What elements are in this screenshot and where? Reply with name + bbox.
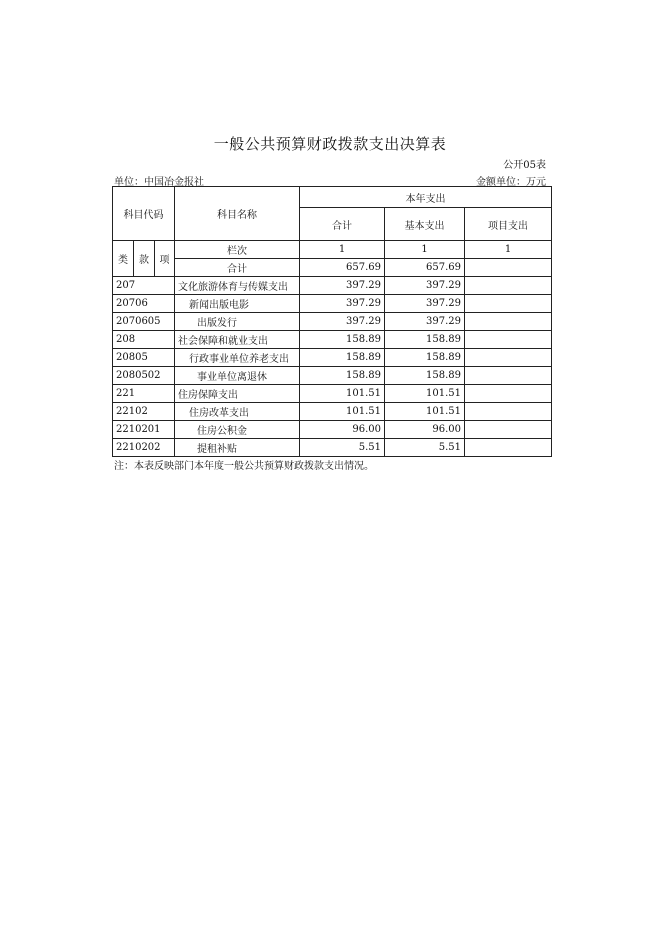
amount-basic: 101.51 — [385, 385, 465, 403]
amount-total: 158.89 — [300, 367, 385, 385]
sum-total: 657.69 — [300, 259, 385, 277]
amount-total: 397.29 — [300, 277, 385, 295]
subject-name: 事业单位离退休 — [175, 367, 300, 385]
lanci-basic: 1 — [385, 241, 465, 259]
subject-name: 新闻出版电影 — [175, 295, 300, 313]
subject-name: 住房公积金 — [175, 421, 300, 439]
amount-project — [465, 295, 552, 313]
amount-total: 397.29 — [300, 313, 385, 331]
subject-name: 出版发行 — [175, 313, 300, 331]
table-row — [113, 331, 552, 349]
amount-basic: 397.29 — [385, 295, 465, 313]
subject-code: 2210201 — [113, 421, 175, 439]
header-project: 项目支出 — [465, 208, 552, 241]
expenditure-table — [112, 186, 552, 457]
lanci-total: 1 — [300, 241, 385, 259]
header-lei: 类 — [113, 241, 134, 277]
table-row — [113, 439, 552, 457]
subject-code: 20706 — [113, 295, 175, 313]
sum-basic: 657.69 — [385, 259, 465, 277]
amount-basic: 158.89 — [385, 367, 465, 385]
sum-label: 合计 — [175, 259, 300, 277]
amount-project — [465, 421, 552, 439]
amount-total: 101.51 — [300, 403, 385, 421]
form-code: 公开05表 — [503, 160, 546, 171]
subject-name: 住房改革支出 — [175, 403, 300, 421]
table-row — [113, 385, 552, 403]
table-row — [113, 349, 552, 367]
amount-total: 158.89 — [300, 349, 385, 367]
amount-total: 101.51 — [300, 385, 385, 403]
lanci-project: 1 — [465, 241, 552, 259]
header-xiang: 项 — [155, 241, 175, 277]
subject-code: 22102 — [113, 403, 175, 421]
amount-total: 5.51 — [300, 439, 385, 457]
subject-code: 2080502 — [113, 367, 175, 385]
amount-unit: 金额单位：万元 — [476, 177, 546, 188]
table-row — [113, 295, 552, 313]
amount-project — [465, 367, 552, 385]
sum-project — [465, 259, 552, 277]
amount-basic: 101.51 — [385, 403, 465, 421]
amount-project — [465, 277, 552, 295]
amount-project — [465, 439, 552, 457]
table-row — [113, 277, 552, 295]
table-row — [113, 421, 552, 439]
amount-basic: 5.51 — [385, 439, 465, 457]
header-current-year: 本年支出 — [300, 187, 552, 208]
subject-code: 2070605 — [113, 313, 175, 331]
subject-code: 208 — [113, 331, 175, 349]
amount-basic: 397.29 — [385, 313, 465, 331]
amount-total: 158.89 — [300, 331, 385, 349]
table-row — [113, 313, 552, 331]
amount-basic: 158.89 — [385, 349, 465, 367]
amount-basic: 158.89 — [385, 331, 465, 349]
amount-project — [465, 313, 552, 331]
lanci-label: 栏次 — [175, 241, 300, 259]
subject-name: 提租补贴 — [175, 439, 300, 457]
subject-code: 221 — [113, 385, 175, 403]
amount-basic: 96.00 — [385, 421, 465, 439]
subject-name: 住房保障支出 — [175, 385, 300, 403]
header-subject-name: 科目名称 — [175, 187, 300, 241]
header-subject-code: 科目代码 — [113, 187, 175, 241]
reporting-unit: 单位：中国冶金报社 — [114, 177, 204, 188]
amount-project — [465, 403, 552, 421]
header-basic: 基本支出 — [385, 208, 465, 241]
amount-project — [465, 349, 552, 367]
subject-code: 20805 — [113, 349, 175, 367]
header-total: 合计 — [300, 208, 385, 241]
header-kuan: 款 — [134, 241, 155, 277]
amount-project — [465, 331, 552, 349]
amount-total: 397.29 — [300, 295, 385, 313]
subject-name: 文化旅游体育与传媒支出 — [175, 277, 300, 295]
footnote: 注：本表反映部门本年度一般公共预算财政拨款支出情况。 — [114, 461, 374, 472]
amount-total: 96.00 — [300, 421, 385, 439]
amount-basic: 397.29 — [385, 277, 465, 295]
document-title: 一般公共预算财政拨款支出决算表 — [213, 135, 447, 153]
table-row — [113, 403, 552, 421]
amount-project — [465, 385, 552, 403]
subject-code: 207 — [113, 277, 175, 295]
subject-name: 行政事业单位养老支出 — [175, 349, 300, 367]
subject-code: 2210202 — [113, 439, 175, 457]
subject-name: 社会保障和就业支出 — [175, 331, 300, 349]
table-row — [113, 367, 552, 385]
table-body — [113, 277, 552, 457]
